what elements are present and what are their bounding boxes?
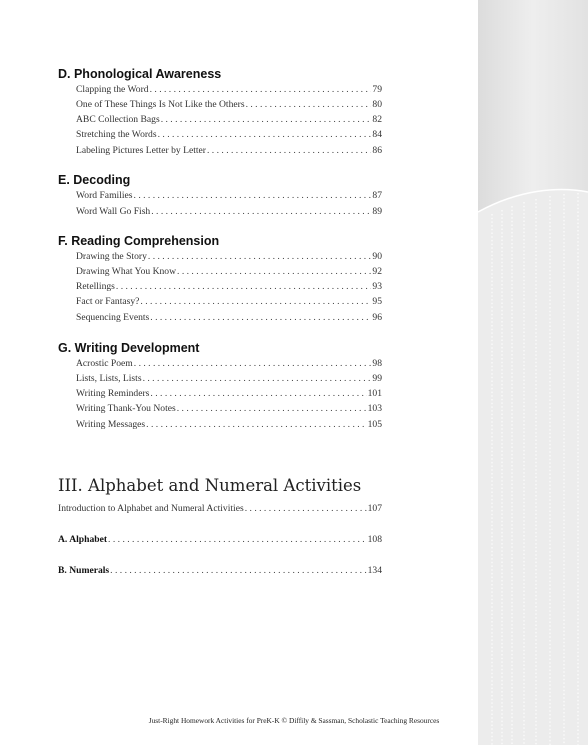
toc-entry[interactable]: [76, 145, 382, 157]
dot-leader: [148, 251, 372, 263]
entry-title: Fact or Fantasy?: [76, 296, 140, 307]
entry-page: 93: [372, 281, 382, 292]
dot-leader: [246, 99, 372, 111]
page-footer: Just-Right Homework Activities for PreK-K © Diffily & Sassman, Scholastic Teaching Resources: [148, 716, 440, 725]
entry-page: 89: [372, 206, 382, 217]
entry-page: 95: [372, 296, 382, 307]
toc-entry[interactable]: [76, 296, 382, 308]
toc-entry[interactable]: [76, 403, 382, 415]
dot-leader: [134, 358, 372, 370]
toc-entry[interactable]: [76, 266, 382, 278]
side-panel-graphic: [478, 0, 588, 745]
toc-entry[interactable]: [76, 251, 382, 263]
entry-page: 87: [372, 190, 382, 201]
entry-page: 108: [367, 534, 382, 545]
decorative-side-panel: [478, 0, 588, 745]
entry-page: 96: [372, 312, 382, 323]
entry-title: Acrostic Poem: [76, 358, 133, 369]
entry-page: 79: [372, 84, 382, 95]
entry-title: Clapping the Word: [76, 84, 149, 95]
entry-title: Word Wall Go Fish: [76, 206, 151, 217]
entry-page: 84: [372, 129, 382, 140]
dot-leader: [108, 534, 367, 546]
toc-entry[interactable]: [76, 419, 382, 431]
toc-entry-alphabet[interactable]: [58, 534, 382, 546]
entry-title: Retellings: [76, 281, 115, 292]
entry-title: Introduction to Alphabet and Numeral Activities: [58, 503, 244, 514]
entry-page: 101: [367, 388, 382, 399]
toc-entry-intro[interactable]: [58, 503, 382, 515]
entry-page: 86: [372, 145, 382, 156]
entry-title: Lists, Lists, Lists: [76, 373, 142, 384]
toc-entry-numerals[interactable]: [58, 565, 382, 577]
entry-page: 107: [367, 503, 382, 514]
section-heading-f: F. Reading Comprehension: [58, 234, 220, 248]
entry-page: 80: [372, 99, 382, 110]
dot-leader: [177, 266, 371, 278]
dot-leader: [146, 419, 366, 431]
entry-title: Word Families: [76, 190, 133, 201]
dot-leader: [143, 373, 372, 385]
toc-entry[interactable]: [76, 312, 382, 324]
entry-title: ABC Collection Bags: [76, 114, 160, 125]
entry-title: Stretching the Words: [76, 129, 157, 140]
entry-title: Drawing the Story: [76, 251, 147, 262]
part-heading: III. Alphabet and Numeral Activities: [58, 476, 362, 495]
dot-leader: [207, 145, 371, 157]
toc-entry[interactable]: [76, 206, 382, 218]
toc-entry[interactable]: [76, 129, 382, 141]
entry-title: B. Numerals: [58, 565, 110, 576]
entry-page: 134: [367, 565, 382, 576]
entry-title: Writing Thank-You Notes: [76, 403, 176, 414]
dot-leader: [140, 296, 371, 308]
toc-entry[interactable]: [76, 190, 382, 202]
entry-page: 103: [367, 403, 382, 414]
toc-entry[interactable]: [76, 99, 382, 111]
dot-leader: [150, 312, 371, 324]
entry-title: Sequencing Events: [76, 312, 150, 323]
entry-page: 90: [372, 251, 382, 262]
dot-leader: [150, 388, 366, 400]
entry-page: 82: [372, 114, 382, 125]
dot-leader: [150, 84, 372, 96]
entry-title: Writing Messages: [76, 419, 146, 430]
dot-leader: [245, 503, 367, 515]
dot-leader: [151, 206, 371, 218]
toc-entry[interactable]: [76, 373, 382, 385]
entry-page: 98: [372, 358, 382, 369]
entry-page: 105: [367, 419, 382, 430]
dot-leader: [158, 129, 372, 141]
entry-title: A. Alphabet: [58, 534, 108, 545]
entry-page: 92: [372, 266, 382, 277]
entry-title: One of These Things Is Not Like the Others: [76, 99, 245, 110]
section-heading-d: D. Phonological Awareness: [58, 67, 222, 81]
dot-leader: [177, 403, 367, 415]
dot-leader: [134, 190, 372, 202]
section-heading-g: G. Writing Development: [58, 341, 200, 355]
entry-page: 99: [372, 373, 382, 384]
dot-leader: [110, 565, 366, 577]
section-heading-e: E. Decoding: [58, 173, 131, 187]
toc-entry[interactable]: [76, 358, 382, 370]
dot-leader: [161, 114, 372, 126]
toc-entry[interactable]: [76, 114, 382, 126]
entry-title: Drawing What You Know: [76, 266, 177, 277]
entry-title: Writing Reminders: [76, 388, 150, 399]
entry-title: Labeling Pictures Letter by Letter: [76, 145, 206, 156]
dot-leader: [116, 281, 372, 293]
toc-entry[interactable]: [76, 84, 382, 96]
toc-entry[interactable]: [76, 388, 382, 400]
toc-entry[interactable]: [76, 281, 382, 293]
